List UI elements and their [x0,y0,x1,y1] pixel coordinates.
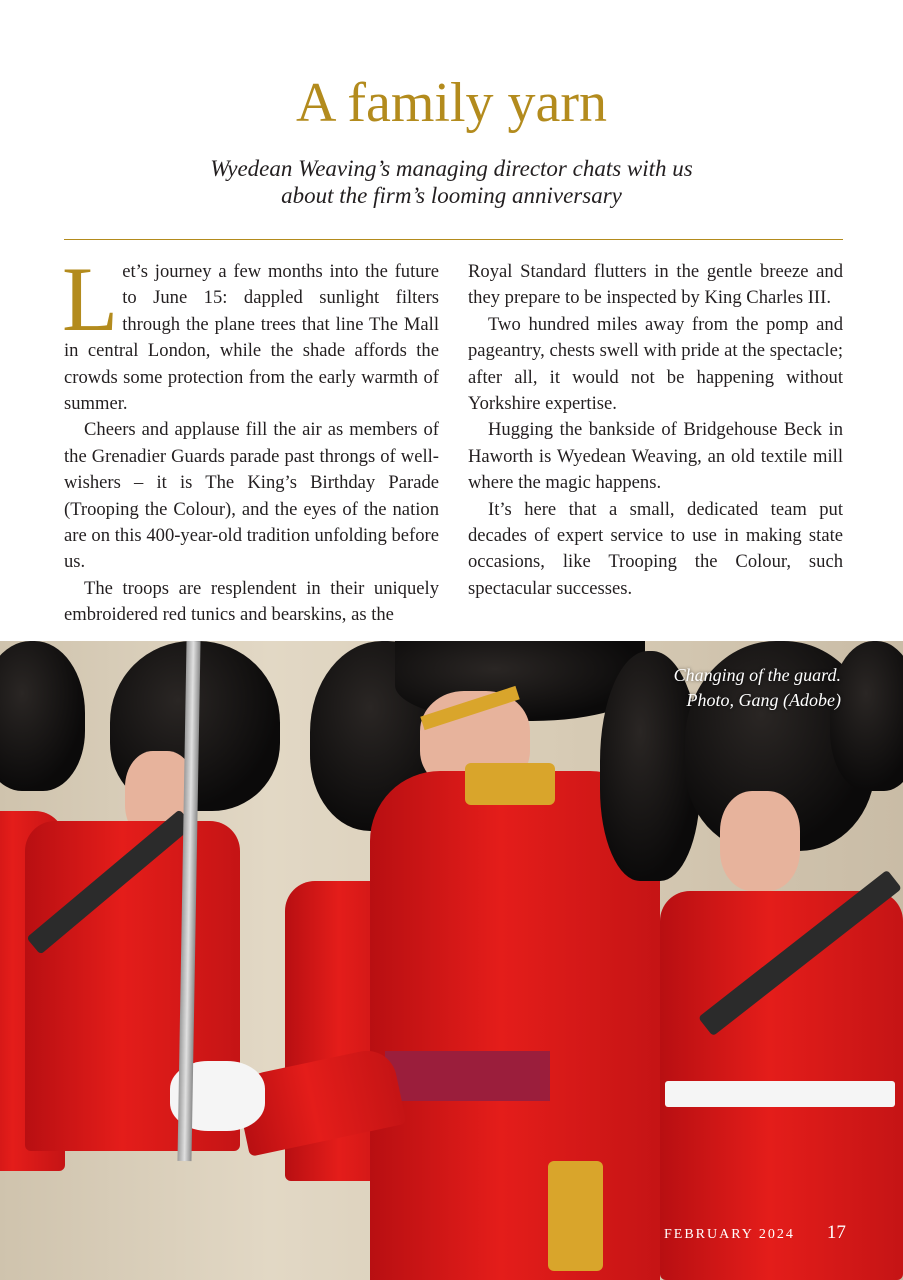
page-number: 17 [826,1222,846,1243]
paragraph: The troops are resplendent in their uniquely embroidered red tunics and bearskins, as the [64,577,439,626]
paragraph-text: et’s journey a few months into the future to June 15: dappled sunlight filters through the plane trees that line The Mall in central London, while the shade affords the crowds some protection from the early warmth of summer. [64,261,439,415]
title-divider [64,239,843,240]
caption-line: Photo, Gang (Adobe) [686,690,841,710]
guards-photo [0,641,903,1280]
caption-line: Changing of the guard. [673,665,841,685]
photo-shape [665,1081,895,1107]
photo-caption [674,663,841,713]
photo-shape [720,791,800,891]
subtitle-line: about the firm’s looming anniversary [281,183,622,208]
issue-date: FEBRUARY 2024 [664,1227,795,1242]
photo-shape [465,763,555,805]
photo-shape [548,1161,603,1271]
paragraph: Royal Standard flutters in the gentle breeze and they prepare to be inspected by King Charles III. [468,261,843,309]
article-title: A family yarn [295,72,608,134]
photo-shape [385,1051,550,1101]
paragraph: Two hundred miles away from the pomp and pageantry, chests swell with pride at the spectacle; after all, it would not be happening without Yorkshire expertise. [468,313,843,415]
drop-cap: L [62,248,119,350]
subtitle-line: Wyedean Weaving’s managing director chats with us [210,156,693,181]
paragraph: It’s here that a small, dedicated team put decades of expert service to use in making state occasions, like Trooping the Colour, such spectacular successes. [468,498,843,599]
paragraph: Cheers and applause fill the air as members of the Grenadier Guards parade past throngs of well-wishers – it is The King’s Birthday Parade (Trooping the Colour), and the eyes of the nation are on this 400-year-old tradition unfolding before us. [64,419,439,573]
body-column-1 [62,248,439,629]
paragraph [62,248,439,417]
photo-shape [0,641,85,791]
article-subtitle [0,155,903,209]
body-column-2 [468,259,843,602]
page-footer [664,1222,846,1244]
paragraph: Hugging the bankside of Bridgehouse Beck in Haworth is Wyedean Weaving, an old textile mill where the magic happens. [468,419,843,494]
